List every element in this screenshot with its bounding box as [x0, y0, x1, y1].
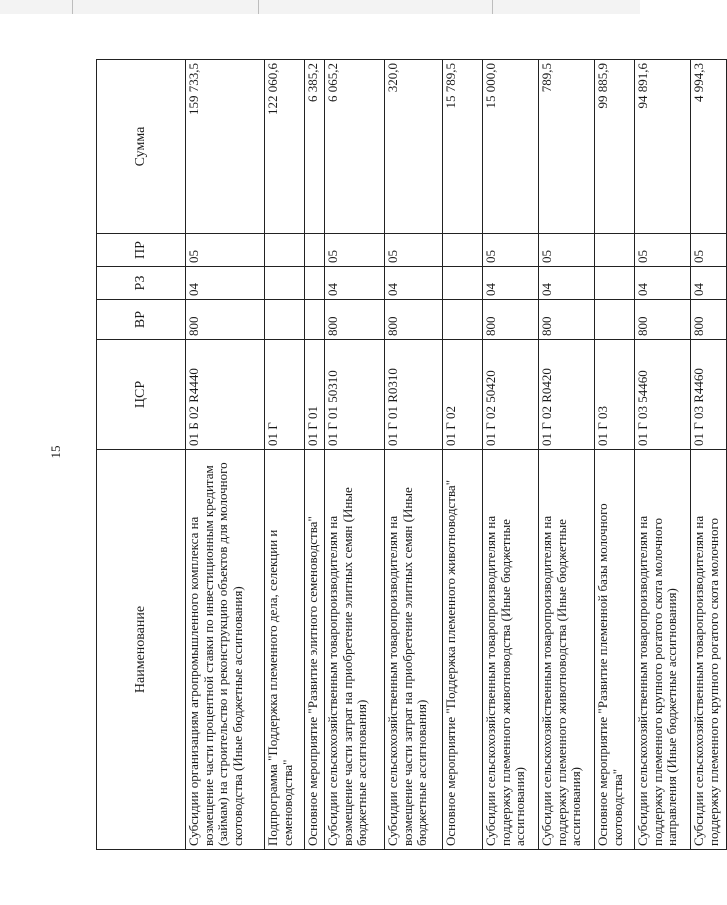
table-row [385, 60, 443, 850]
cell-csr: 01 Г 03 [595, 340, 635, 450]
cell-csr: 01 Г 02 50420 [483, 340, 539, 450]
cell-vr: 800 [635, 300, 691, 340]
rotated-page-content [96, 60, 721, 850]
cell-name: Субсидии сельскохозяйственным товаропроизводителям на поддержку племенного крупного рогатого скота молочного [691, 450, 727, 850]
table-row [265, 60, 305, 850]
cell-name: Субсидии организациям агропромышленного комплекса на возмещение части процентной ставки по инвестиционным кредитам (займам) на строительство и реконструкцию объектов для молочного скотоводства (Иные бюджетные ассигнования) [186, 450, 265, 850]
cell-csr: 01 Г 01 R0310 [385, 340, 443, 450]
cell-vr [305, 300, 325, 340]
cell-pr [265, 234, 305, 267]
cell-csr: 01 Г 01 50310 [325, 340, 385, 450]
page-number: 15 [48, 445, 63, 459]
table-row [325, 60, 385, 850]
table-row [483, 60, 539, 850]
cell-vr: 800 [691, 300, 727, 340]
header-vr: ВР [97, 300, 186, 340]
cell-name: Субсидии сельскохозяйственным товаропроизводителям на поддержку племенного крупного рогатого скота молочного направления (Иные бюджетные ассигнования) [635, 450, 691, 850]
cell-csr: 01 Г 02 R0420 [539, 340, 595, 450]
table-row [635, 60, 691, 850]
cell-name: Субсидии сельскохозяйственным товаропроизводителям на поддержку племенного животноводства (Иные бюджетные ассигнования) [539, 450, 595, 850]
cell-pr: 05 [186, 234, 265, 267]
cell-vr: 800 [385, 300, 443, 340]
cell-rz: 04 [691, 267, 727, 300]
cell-csr: 01 Г 01 [305, 340, 325, 450]
cell-pr: 05 [385, 234, 443, 267]
cell-csr: 01 Б 02 R4440 [186, 340, 265, 450]
budget-table [96, 59, 727, 850]
cell-pr: 05 [325, 234, 385, 267]
cell-vr [265, 300, 305, 340]
cell-rz [265, 267, 305, 300]
scan-edge [0, 0, 640, 14]
cell-sum: 15 789,5 [443, 60, 483, 234]
cell-name: Основное мероприятие "Развитие племенной базы молочного скотоводства" [595, 450, 635, 850]
cell-csr: 01 Г 03 54460 [635, 340, 691, 450]
cell-pr [305, 234, 325, 267]
table-row [539, 60, 595, 850]
cell-name: Подпрограмма "Поддержка племенного дела, селекции и семеноводства" [265, 450, 305, 850]
cell-sum: 159 733,5 [186, 60, 265, 234]
cell-name: Субсидии сельскохозяйственным товаропроизводителям на возмещение части затрат на приобретение элитных семян (Иные бюджетные ассигнования) [325, 450, 385, 850]
cell-sum: 15 000,0 [483, 60, 539, 234]
table-row [443, 60, 483, 850]
cell-sum: 320,0 [385, 60, 443, 234]
cell-rz: 04 [325, 267, 385, 300]
scan-edge-line [258, 0, 259, 14]
cell-rz: 04 [385, 267, 443, 300]
cell-name: Основное мероприятие "Развитие элитного семеноводства" [305, 450, 325, 850]
cell-vr: 800 [325, 300, 385, 340]
cell-vr: 800 [539, 300, 595, 340]
cell-csr: 01 Г [265, 340, 305, 450]
table-row [595, 60, 635, 850]
header-rz: РЗ [97, 267, 186, 300]
cell-rz [443, 267, 483, 300]
cell-sum: 6 065,2 [325, 60, 385, 234]
cell-pr [595, 234, 635, 267]
table-header-row [97, 60, 186, 850]
cell-vr [595, 300, 635, 340]
cell-sum: 6 385,2 [305, 60, 325, 234]
scan-edge-line [72, 0, 73, 14]
header-name: Наименование [97, 450, 186, 850]
scan-edge-line [492, 0, 493, 14]
cell-sum: 122 060,6 [265, 60, 305, 234]
header-csr: ЦСР [97, 340, 186, 450]
header-pr: ПР [97, 234, 186, 267]
cell-name: Субсидии сельскохозяйственным товаропроизводителям на возмещение части затрат на приобретение элитных семян (Иные бюджетные ассигнования) [385, 450, 443, 850]
cell-rz: 04 [483, 267, 539, 300]
cell-pr [443, 234, 483, 267]
cell-name: Основное мероприятие "Поддержка племенного животноводства" [443, 450, 483, 850]
cell-csr: 01 Г 03 R4460 [691, 340, 727, 450]
cell-vr: 800 [186, 300, 265, 340]
cell-vr [443, 300, 483, 340]
cell-rz [305, 267, 325, 300]
table-row [186, 60, 265, 850]
cell-pr: 05 [691, 234, 727, 267]
table-row [691, 60, 727, 850]
cell-rz [595, 267, 635, 300]
cell-pr: 05 [539, 234, 595, 267]
cell-rz: 04 [635, 267, 691, 300]
cell-sum: 4 994,3 [691, 60, 727, 234]
cell-sum: 94 891,6 [635, 60, 691, 234]
cell-pr: 05 [635, 234, 691, 267]
header-sum: Сумма [97, 60, 186, 234]
cell-rz: 04 [186, 267, 265, 300]
cell-vr: 800 [483, 300, 539, 340]
cell-rz: 04 [539, 267, 595, 300]
table-row [305, 60, 325, 850]
cell-sum: 99 885,9 [595, 60, 635, 234]
cell-pr: 05 [483, 234, 539, 267]
cell-csr: 01 Г 02 [443, 340, 483, 450]
cell-sum: 789,5 [539, 60, 595, 234]
cell-name: Субсидии сельскохозяйственным товаропроизводителям на поддержку племенного животноводства (Иные бюджетные ассигнования) [483, 450, 539, 850]
